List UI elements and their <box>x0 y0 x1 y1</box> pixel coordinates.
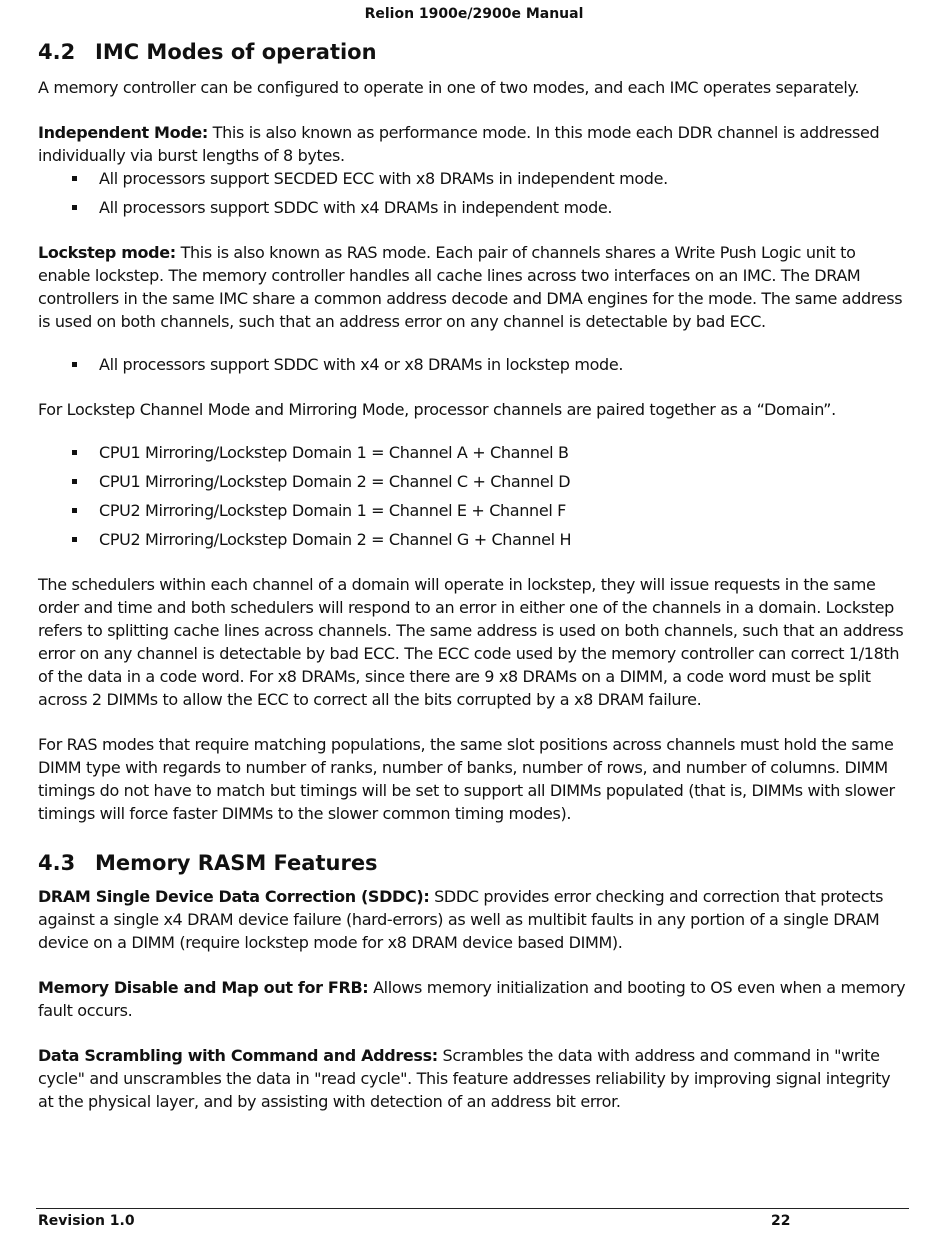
list-item: CPU1 Mirroring/Lockstep Domain 2 = Channel C + Channel D <box>38 470 910 493</box>
scrambling-paragraph <box>38 1044 910 1113</box>
domain-list <box>38 441 910 551</box>
running-header: Relion 1900e/2900e Manual <box>364 6 584 22</box>
lockstep-mode-paragraph <box>38 241 910 333</box>
schedulers-paragraph: The schedulers within each channel of a domain will operate in lockstep, they will issue requests in the same order and time and both schedulers will respond to an error in either one of the channels in a domain. Lockstep refers to splitting cache lines across channels. The same address is used on both channels, such that an address error on any channel is detectable by bad ECC. The ECC code used by the memory controller can correct 1/18th of the data in a code word. For x8 DRAMs, since there are 9 x8 DRAMs on a DIMM, a code word must be split across 2 DIMMs to allow the ECC to correct all the bits corrupted by a x8 DRAM failure. <box>38 575 904 709</box>
bullet-icon <box>72 362 77 367</box>
section-title: IMC Modes of operation <box>95 40 377 64</box>
bullet-icon <box>72 537 77 542</box>
scrambling-term: Data Scrambling with Command and Address: <box>38 1046 438 1065</box>
section-number: 4.3 <box>38 851 76 875</box>
ras-modes-paragraph: For RAS modes that require matching populations, the same slot positions across channels must hold the same DIMM type with regards to number of ranks, number of banks, number of rows, and number of columns. DIMM timings do not have to match but timings will be set to support all DIMMs populated (that is, DIMMs with slower timings will force faster DIMMs to the slower common timing modes). <box>38 735 895 823</box>
section-title: Memory RASM Features <box>95 851 378 875</box>
section-heading-4-2 <box>38 38 910 66</box>
sddc-term: DRAM Single Device Data Correction (SDDC): <box>38 887 430 906</box>
sddc-paragraph <box>38 885 910 954</box>
list-item: All processors support SDDC with x4 DRAMs in independent mode. <box>38 196 910 219</box>
independent-mode-list <box>38 167 910 219</box>
section-heading-4-3 <box>38 849 910 877</box>
bullet-icon <box>72 176 77 181</box>
list-item: All processors support SECDED ECC with x8 DRAMs in independent mode. <box>38 167 910 190</box>
independent-mode-paragraph <box>38 121 910 167</box>
list-item: CPU2 Mirroring/Lockstep Domain 2 = Channel G + Channel H <box>38 528 910 551</box>
independent-mode-term: Independent Mode: <box>38 123 208 142</box>
list-item: CPU1 Mirroring/Lockstep Domain 1 = Channel A + Channel B <box>38 441 910 464</box>
bullet-icon <box>72 450 77 455</box>
list-item: CPU2 Mirroring/Lockstep Domain 1 = Channel E + Channel F <box>38 499 910 522</box>
bullet-icon <box>72 508 77 513</box>
intro-paragraph: A memory controller can be configured to operate in one of two modes, and each IMC operates separately. <box>38 78 860 97</box>
lockstep-mode-text: This is also known as RAS mode. Each pair of channels shares a Write Push Logic unit to enable lockstep. The memory controller handles all cache lines across two interfaces on an IMC. The DRAM controllers in the same IMC share a common address decode and DMA engines for the mode. The same address is used on both channels, such that an address error on any channel is detectable by bad ECC. <box>38 243 903 331</box>
domain-intro-paragraph: For Lockstep Channel Mode and Mirroring Mode, processor channels are paired together as a “Domain”. <box>38 400 836 419</box>
lockstep-mode-term: Lockstep mode: <box>38 243 176 262</box>
manual-page <box>38 0 910 1241</box>
revision-label: Revision 1.0 <box>38 1213 135 1229</box>
sddc-text: SDDC provides error checking and correction that protects against a single x4 DRAM device failure (hard-errors) as well as multibit faults in any portion of a single DRAM device on a DIMM (require lockstep mode for x8 DRAM device based DIMM). <box>38 887 884 952</box>
scrambling-text: Scrambles the data with address and command in "write cycle" and unscrambles the data in "read cycle". This feature addresses reliability by improving signal integrity at the physical layer, and by assisting with detection of an address bit error. <box>38 1046 891 1111</box>
independent-mode-text: This is also known as performance mode. In this mode each DDR channel is addressed individually via burst lengths of 8 bytes. <box>38 123 880 165</box>
frb-paragraph <box>38 976 910 1022</box>
frb-text: Allows memory initialization and booting to OS even when a memory fault occurs. <box>38 978 906 1020</box>
page-number: 22 <box>771 1213 791 1229</box>
bullet-icon <box>72 479 77 484</box>
lockstep-mode-list <box>38 353 910 376</box>
page-content <box>38 38 910 1113</box>
footer-divider <box>36 1208 909 1209</box>
bullet-icon <box>72 205 77 210</box>
list-item: All processors support SDDC with x4 or x8 DRAMs in lockstep mode. <box>38 353 910 376</box>
page-footer <box>38 1212 910 1230</box>
frb-term: Memory Disable and Map out for FRB: <box>38 978 369 997</box>
section-number: 4.2 <box>38 40 76 64</box>
